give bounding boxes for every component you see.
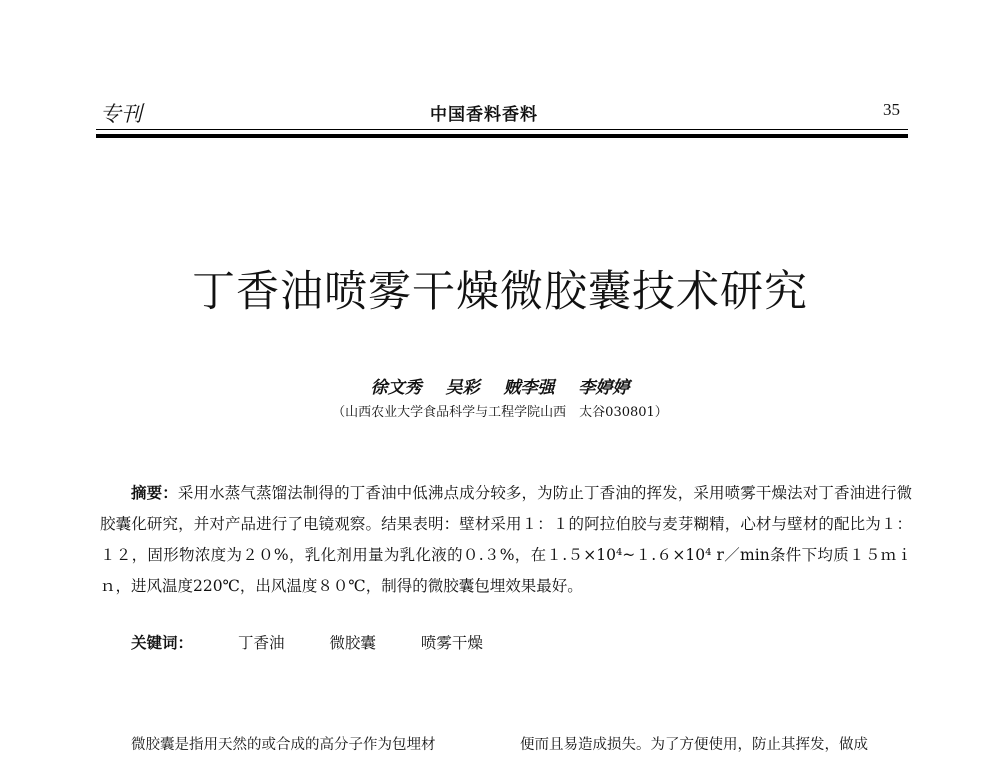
body-text-left-column: 微胶囊是指用天然的或合成的高分子作为包埋材 — [131, 737, 436, 753]
keywords-line — [131, 631, 483, 653]
body-text-right-column: 便而且易造成损失。为了方便使用，防止其挥发，做成 — [520, 737, 868, 753]
keyword: 丁香油 — [237, 634, 285, 652]
header-journal-name: 中国香料香料 — [430, 105, 538, 125]
author-name: 徐文秀 — [370, 378, 422, 398]
keywords-label: 关键词： — [131, 633, 194, 652]
abstract-text: 采用水蒸气蒸馏法制得的丁香油中低沸点成分较多，为防止丁香油的挥发，采用喷雾干燥法对丁香油进行微胶囊化研究，并对产品进行了电镜观察。结果表明：壁材采用１：１的阿拉伯胶与麦芽糊精，心材与壁材的配比为１：１２，固形物浓度为２０%，乳化剂用量为乳化液的０.３%，在１.５×10⁴~１.６×10⁴ r／min条件下均质１５ｍｉｎ，进风温度220℃，出风温度８０℃，制得的微胶囊包埋效果最好。 — [100, 484, 912, 595]
author-name: 贼李强 — [503, 378, 555, 398]
keyword: 微胶囊 — [329, 634, 376, 652]
paper-title: 丁香油喷雾干燥微胶囊技术研究 — [192, 267, 808, 317]
author-name: 吴彩 — [445, 378, 480, 398]
affiliation: （山西农业大学食品科学与工程学院山西 太谷030801） — [332, 405, 668, 420]
header-section-label: 专刊 — [100, 102, 142, 126]
header-page-number: 35 — [883, 100, 900, 119]
author-name: 李婷婷 — [578, 378, 630, 398]
abstract-label: 摘要： — [131, 483, 178, 502]
header-rule-thick — [96, 134, 908, 138]
author-list — [0, 373, 1000, 398]
keyword: 喷雾干燥 — [420, 634, 483, 652]
abstract-block — [100, 477, 912, 602]
header-rule-thin — [96, 129, 908, 130]
